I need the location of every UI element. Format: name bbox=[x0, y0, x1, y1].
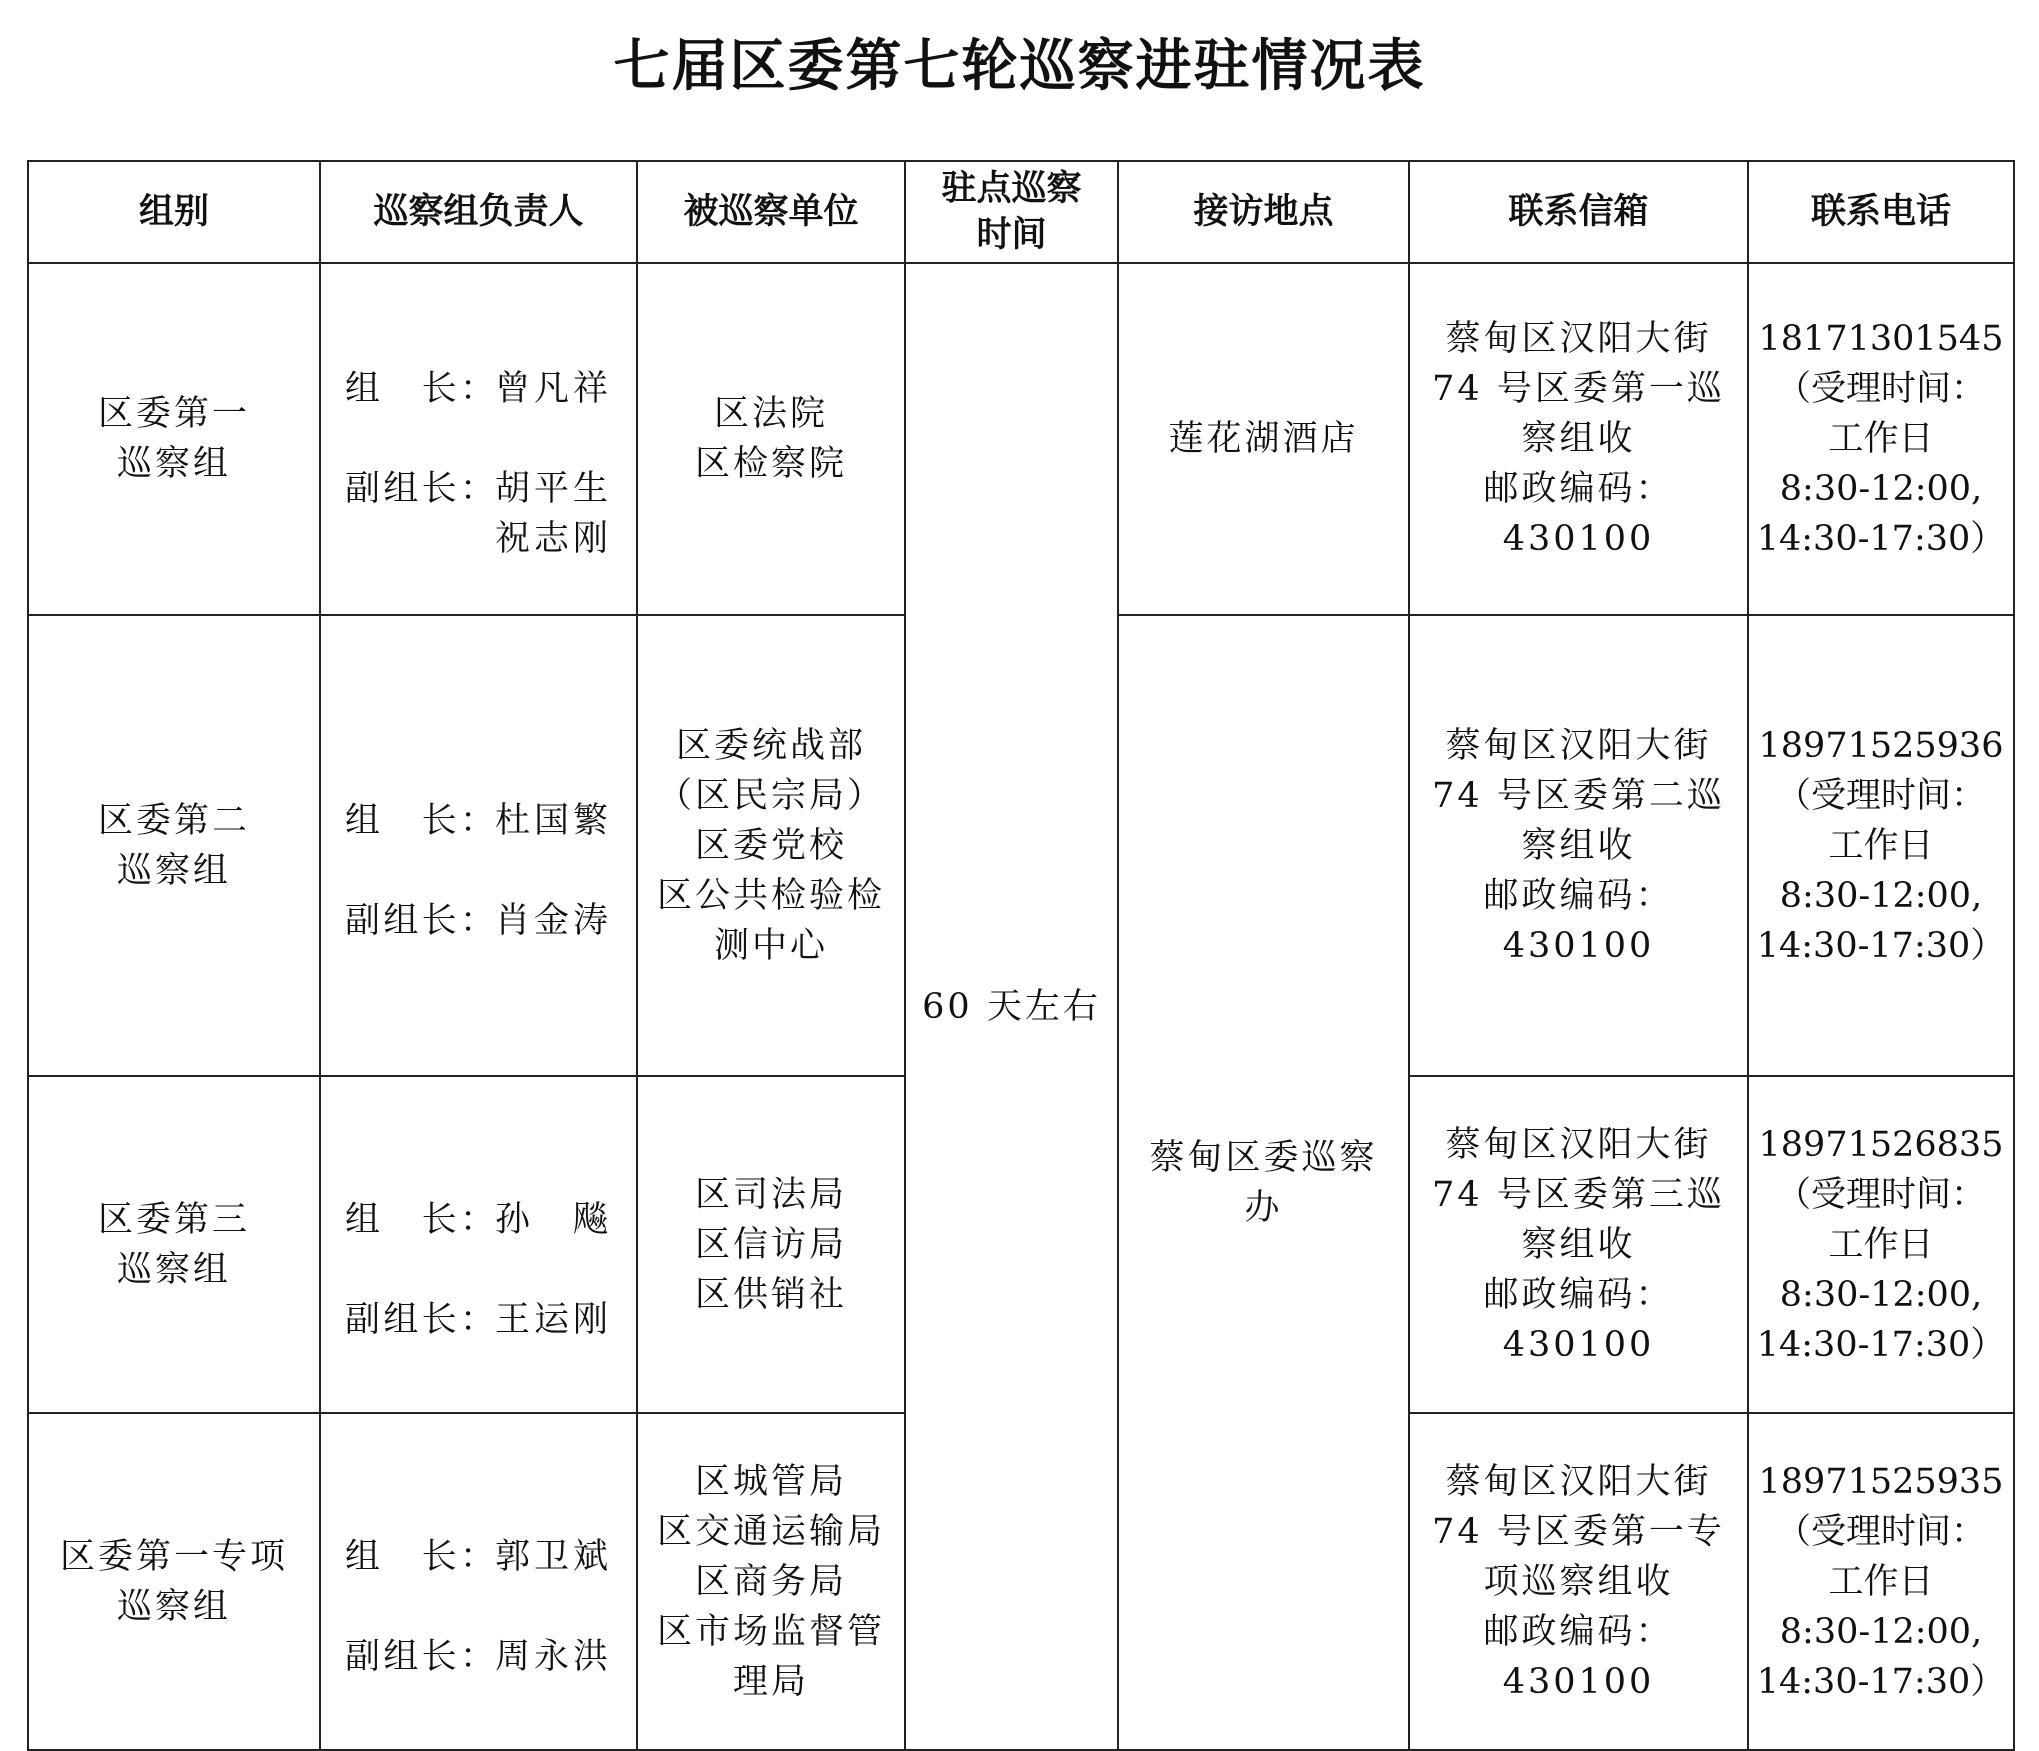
leader-name: 郭卫斌 bbox=[494, 1536, 612, 1577]
duration-cell: 60 天左右 bbox=[905, 263, 1118, 1750]
group-cell: 区委第一专项 巡察组 bbox=[28, 1413, 320, 1750]
deputy-names: 王运刚 bbox=[494, 1299, 612, 1340]
leader-label: 组 长： bbox=[344, 1536, 495, 1577]
header-location: 接访地点 bbox=[1118, 161, 1409, 263]
table-row bbox=[28, 263, 2014, 615]
leader-name: 杜国繁 bbox=[494, 800, 612, 841]
header-duration: 驻点巡察 时间 bbox=[905, 161, 1118, 263]
deputy-label: 副组长： bbox=[344, 900, 495, 941]
deputy-names: 周永洪 bbox=[494, 1636, 612, 1677]
page-title: 七届区委第七轮巡察进驻情况表 bbox=[613, 34, 1426, 99]
mailbox-cell: 蔡甸区汉阳大街 74 号区委第一巡 察组收 邮政编码：430100 bbox=[1409, 263, 1748, 615]
leader-cell bbox=[320, 1413, 637, 1750]
leader-name: 曾凡祥 bbox=[494, 369, 612, 409]
header-phone: 联系电话 bbox=[1748, 161, 2014, 263]
inspection-table bbox=[27, 160, 2015, 1751]
location-cell: 莲花湖酒店 bbox=[1118, 263, 1409, 615]
phone-cell: 18971525936 （受理时间： 工作日 8:30-12:00, 14:30-17:30） bbox=[1748, 615, 2014, 1076]
phone-cell: 18971526835 （受理时间： 工作日 8:30-12:00, 14:30-17:30） bbox=[1748, 1076, 2014, 1413]
mailbox-cell: 蔡甸区汉阳大街 74 号区委第三巡 察组收 邮政编码：430100 bbox=[1409, 1076, 1748, 1413]
location-cell: 蔡甸区委巡察 办 bbox=[1118, 615, 1409, 1750]
unit-cell: 区城管局 区交通运输局 区商务局 区市场监督管 理局 bbox=[637, 1413, 905, 1750]
phone-cell: 18171301545 （受理时间： 工作日 8:30-12:00, 14:30-17:30） bbox=[1748, 263, 2014, 615]
group-cell: 区委第三 巡察组 bbox=[28, 1076, 320, 1413]
header-group: 组别 bbox=[28, 161, 320, 263]
unit-cell: 区司法局 区信访局 区供销社 bbox=[637, 1076, 905, 1413]
unit-cell: 区法院 区检察院 bbox=[637, 263, 905, 615]
leader-label: 组 长： bbox=[344, 800, 495, 841]
leader-name: 孙 飚 bbox=[494, 1199, 612, 1240]
group-cell: 区委第二 巡察组 bbox=[28, 615, 320, 1076]
table-header-row bbox=[28, 161, 2014, 263]
header-unit: 被巡察单位 bbox=[637, 161, 905, 263]
mailbox-cell: 蔡甸区汉阳大街 74 号区委第二巡 察组收 邮政编码：430100 bbox=[1409, 615, 1748, 1076]
deputy-names: 胡平生 祝志刚 bbox=[494, 469, 612, 559]
mailbox-cell: 蔡甸区汉阳大街 74 号区委第一专 项巡察组收 邮政编码：430100 bbox=[1409, 1413, 1748, 1750]
phone-cell: 18971525935 （受理时间： 工作日 8:30-12:00, 14:30-17:30） bbox=[1748, 1413, 2014, 1750]
unit-cell: 区委统战部 （区民宗局） 区委党校 区公共检验检 测中心 bbox=[637, 615, 905, 1076]
deputy-label: 副组长： bbox=[344, 1636, 495, 1677]
leader-label: 组 长： bbox=[344, 369, 495, 409]
group-cell: 区委第一 巡察组 bbox=[28, 263, 320, 615]
header-mailbox: 联系信箱 bbox=[1409, 161, 1748, 263]
leader-cell bbox=[320, 1076, 637, 1413]
deputy-label: 副组长： bbox=[344, 469, 495, 509]
leader-cell bbox=[320, 263, 637, 615]
header-leader: 巡察组负责人 bbox=[320, 161, 637, 263]
leader-label: 组 长： bbox=[344, 1199, 495, 1240]
deputy-names: 肖金涛 bbox=[494, 900, 612, 941]
leader-cell bbox=[320, 615, 637, 1076]
deputy-label: 副组长： bbox=[344, 1299, 495, 1340]
